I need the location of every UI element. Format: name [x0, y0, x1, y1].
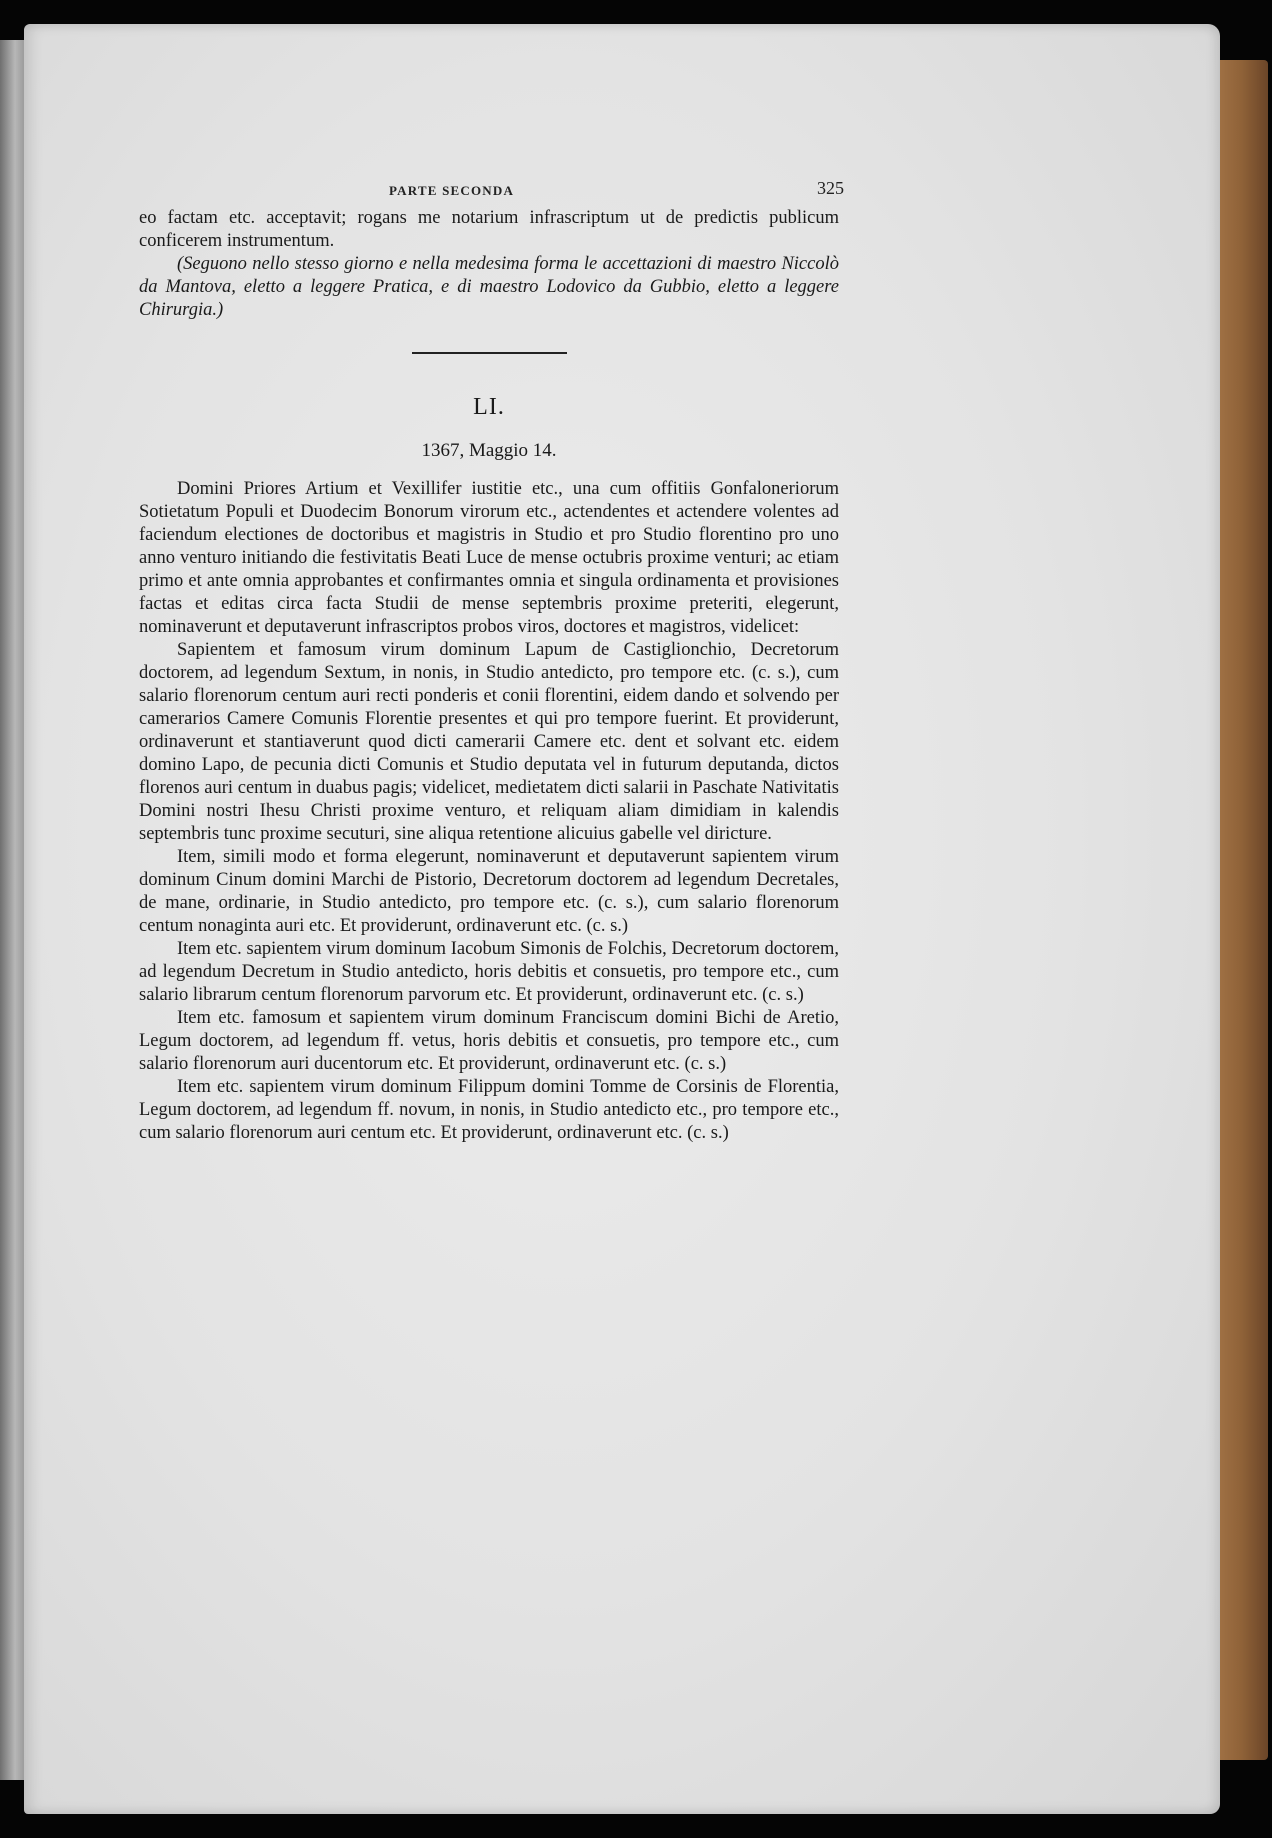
document-paragraph: Item, simili modo et forma elegerunt, nominaverunt et deputaverunt sapientem virum dominum Cinum domini Marchi de Pistorio, Decretorum doctorem ad legendum Decretales, de mane, ordinarie, in Studio antedicto, pro tempore etc. (c. s.), cum salario florenorum centum nonaginta auri etc. Et providerunt, ordinaverunt etc. (c. s.) — [139, 847, 839, 936]
document-paragraph: Domini Priores Artium et Vexillifer iustitie etc., una cum offitiis Gonfaloneriorum Sotietatum Populi et Duodecim Bonorum virorum etc., actendentes et actendere volentes ad faciendum electiones de doctoribus et magistris in Studio et pro Studio florentino pro uno anno venturo initiando die festivitatis Beati Luce de mense octubris proxime venturi; ac etiam primo et ante omnia approbantes et confirmantes omnia et singula ordinamenta et provisiones factas et editas circa facta Studii de mense septembris proxime preteriti, elegerunt, nominaverunt et deputaverunt infrascriptos probos viros, doctores et magistros, videlicet: — [139, 479, 839, 637]
page-number: 325 — [817, 178, 844, 198]
document-number: LI. — [473, 394, 505, 420]
document-paragraph: Sapientem et famosum virum dominum Lapum de Castiglionchio, Decretorum doctorem, ad legendum Sextum, in nonis, in Studio antedicto, pro tempore etc. (c. s.), cum salario florenorum centum auri recti ponderis et conii florentini, eidem dando et solvendo per camerarios Camere Comunis Florentie presentes et qui pro tempore fuerint. Et providerunt, ordinaverunt et stantiaverunt quod dicti camerarii Camere etc. dent et solvant etc. eidem domino Lapo, de pecunia dicti Comunis et Studio deputata vel in futurum deputanda, dictos florenos auri centum in duabus pagis; videlicet, medietatem dicti salarii in Paschate Nativitatis Domini nostri Ihesu Christi proxime venturo, et reliquam aliam dimidiam in kalendis septembris tunc proxime secuturi, sine aliqua retentione alicuius gabelle vel diricture. — [139, 640, 839, 844]
page-header — [139, 178, 844, 205]
running-head: PARTE SECONDA — [389, 183, 515, 198]
continuation-text: eo factam etc. acceptavit; rogans me notarium infrascriptum ut de predictis publicum conficerem instrumentum. — [139, 208, 839, 251]
document-paragraph: Item etc. sapientem virum dominum Filippum domini Tomme de Corsinis de Florentia, Legum doctorem, ad legendum ff. novum, in nonis, in Studio antedicto etc., pro tempore etc., cum salario florenorum auri centum etc. Et providerunt, ordinaverunt etc. (c. s.) — [139, 1077, 839, 1143]
document-paragraph: Item etc. sapientem virum dominum Iacobum Simonis de Folchis, Decretorum doctorem, ad legendum Decretum in Studio antedicto, horis debitis et consuetis, pro tempore etc., cum salario librarum centum florenorum parvorum etc. Et providerunt, ordinaverunt etc. (c. s.) — [139, 939, 839, 1005]
section-rule — [412, 352, 567, 354]
page-text — [139, 178, 844, 1145]
editorial-note: (Seguono nello stesso giorno e nella medesima forma le accettazioni di maestro Niccolò da Mantova, eletto a leggere Pratica, e di maestro Lodovico da Gubbio, eletto a leggere Chirurgia.) — [139, 254, 839, 320]
document-date: 1367, Maggio 14. — [421, 440, 557, 461]
book-page — [24, 24, 1220, 1814]
document-paragraph: Item etc. famosum et sapientem virum dominum Franciscum domini Bichi de Aretio, Legum doctorem, ad legendum ff. vetus, horis debitis et consuetis, pro tempore etc., cum salario florenorum auri ducentorum etc. Et providerunt, ordinaverunt etc. (c. s.) — [139, 1008, 839, 1074]
